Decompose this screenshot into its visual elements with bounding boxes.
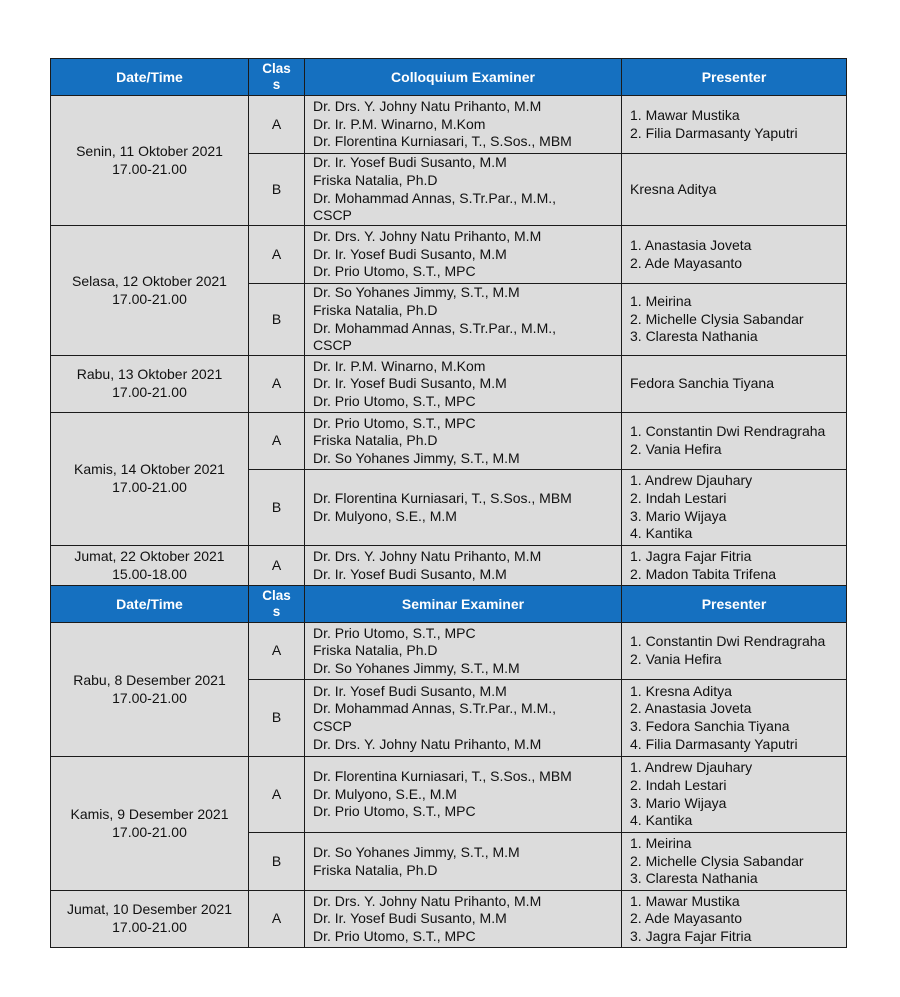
examiner-name: Dr. Mohammad Annas, S.Tr.Par., M.M., CSCP [313,319,557,354]
class-cell: A [249,891,305,948]
examiner-name: Dr. Prio Utomo, S.T., MPC [313,803,476,820]
examiner-name: Dr. Prio Utomo, S.T., MPC [313,392,476,409]
examiner-name: Friska Natalia, Ph.D [313,861,438,878]
time-label: 17.00-21.00 [112,919,187,935]
presenter-name: 3. Claresta Nathania [630,328,758,345]
examiner-cell [305,284,622,356]
presenter-name: 2. Indah Lestari [630,776,727,793]
date-label: Jumat, 10 Desember 2021 [67,901,232,918]
colloquium-header-row [51,59,847,96]
class-cell: B [249,680,305,757]
examiner-name: Dr. Prio Utomo, S.T., MPC [313,414,476,431]
examiner-name: Friska Natalia, Ph.D [313,301,438,318]
presenter-name: 2. Filia Darmasanty Yaputri [630,124,798,141]
table-row [51,96,847,154]
time-label: 17.00-21.00 [112,689,187,706]
examiner-name: Dr. So Yohanes Jimmy, S.T., M.M [313,449,520,466]
table-row [51,546,847,586]
examiner-name: Dr. So Yohanes Jimmy, S.T., M.M [313,659,520,676]
presenter-name: 1. Meirina [630,835,692,852]
examiner-name: Dr. Florentina Kurniasari, T., S.Sos., MBM [313,133,572,150]
class-cell: B [249,154,305,226]
class-cell: B [249,470,305,546]
header-presenter: Presenter [622,59,847,96]
presenter-name: 3. Mario Wijaya [630,794,727,811]
examiner-cell [305,623,622,680]
date-cell [51,96,249,226]
presenter-cell [622,833,847,891]
examiner-name: Dr. Ir. Yosef Budi Susanto, M.M [313,154,507,171]
presenter-cell [622,757,847,833]
header-date: Date/Time [51,586,249,623]
examiner-name: Dr. Drs. Y. Johny Natu Prihanto, M.M [313,228,542,245]
presenter-name: 1. Mawar Mustika [630,106,740,123]
examiner-cell [305,154,622,226]
class-cell: B [249,284,305,356]
examiner-name: Dr. Ir. Yosef Budi Susanto, M.M [313,375,507,392]
presenter-name: 1. Kresna Aditya [630,682,732,699]
presenter-name: 2. Madon Tabita Trifena [630,565,777,582]
table-row [51,757,847,833]
class-cell: A [249,546,305,586]
time-label: 15.00-18.00 [112,565,187,582]
examiner-cell [305,356,622,413]
examiner-name: Dr. Drs. Y. Johny Natu Prihanto, M.M [313,98,542,115]
presenter-name: 1. Jagra Fajar Fitria [630,547,752,564]
examiner-name: Friska Natalia, Ph.D [313,642,438,659]
examiner-name: Dr. Prio Utomo, S.T., MPC [313,927,476,944]
presenter-cell [622,680,847,757]
date-cell [51,226,249,356]
presenter-name: 1. Anastasia Joveta [630,236,752,253]
table-row [51,413,847,470]
presenter-cell [622,356,847,413]
examiner-cell [305,891,622,948]
header-class: Clas s [249,586,305,623]
examiner-name: Dr. So Yohanes Jimmy, S.T., M.M [313,843,520,860]
presenter-cell [622,226,847,284]
time-label: 17.00-21.00 [112,823,187,840]
presenter-name: 2. Vania Hefira [630,651,722,667]
date-label: Selasa, 12 Oktober 2021 [72,272,227,289]
examiner-cell [305,757,622,833]
presenter-name: 1. Mawar Mustika [630,892,740,909]
presenter-cell [622,623,847,680]
examiner-name: Dr. Mohammad Annas, S.Tr.Par., M.M., CSCP [313,700,557,734]
presenter-name: 1. Constantin Dwi Rendragraha [630,423,826,440]
date-cell [51,546,249,586]
examiner-name: Dr. Drs. Y. Johny Natu Prihanto, M.M [313,892,542,909]
presenter-name: 2. Michelle Clysia Sabandar [630,852,804,869]
date-label: Kamis, 14 Oktober 2021 [74,461,225,478]
header-colloquium-examiner: Colloquium Examiner [305,59,622,96]
presenter-name: 3. Jagra Fajar Fitria [630,927,752,944]
examiner-name: Dr. Mohammad Annas, S.Tr.Par., M.M., CSCP [313,189,557,224]
class-cell: A [249,623,305,680]
examiner-name: Dr. Florentina Kurniasari, T., S.Sos., MBM [313,768,572,785]
class-cell: A [249,413,305,470]
header-date: Date/Time [51,59,249,96]
examiner-name: Dr. Ir. P.M. Winarno, M.Kom [313,115,486,132]
examiner-name: Dr. Prio Utomo, S.T., MPC [313,263,476,280]
presenter-name: 2. Ade Mayasanto [630,910,743,927]
presenter-name: 1. Meirina [630,293,692,310]
schedule-body [51,59,847,948]
examiner-cell [305,833,622,891]
presenter-name: 2. Michelle Clysia Sabandar [630,310,804,327]
time-label: 17.00-21.00 [112,384,187,400]
seminar-header-row [51,586,847,623]
table-row [51,891,847,948]
presenter-cell [622,284,847,356]
date-cell [51,891,249,948]
date-label: Rabu, 13 Oktober 2021 [76,366,223,383]
examiner-cell [305,680,622,757]
examiner-name: Dr. Ir. Yosef Budi Susanto, M.M [313,565,507,582]
time-label: 17.00-21.00 [112,290,187,307]
class-cell: A [249,356,305,413]
examiner-name: Dr. Mulyono, S.E., M.M [313,785,457,802]
presenter-cell [622,154,847,226]
date-cell [51,757,249,891]
class-cell: A [249,96,305,154]
presenter-name: 2. Ade Mayasanto [630,254,743,271]
presenter-name: 4. Kantika [630,812,693,829]
examiner-cell [305,96,622,154]
presenter-name: 1. Andrew Djauhary [630,472,753,489]
date-label: Senin, 11 Oktober 2021 [76,142,223,159]
examiner-name: Dr. Ir. P.M. Winarno, M.Kom [313,357,486,374]
time-label: 17.00-21.00 [112,160,187,177]
presenter-cell [622,546,847,586]
date-label: Jumat, 22 Oktober 2021 [74,547,225,564]
header-class: Clas s [249,59,305,96]
header-seminar-examiner: Seminar Examiner [305,586,622,623]
schedule-table [50,58,847,948]
examiner-name: Dr. Ir. Yosef Budi Susanto, M.M [313,245,507,262]
time-label: 17.00-21.00 [112,479,187,495]
presenter-cell [622,96,847,154]
examiner-name: Dr. Drs. Y. Johny Natu Prihanto, M.M [313,735,542,752]
presenter-name: 2. Vania Hefira [630,441,722,457]
presenter-name: 3. Fedora Sanchia Tiyana [630,718,790,734]
date-cell [51,413,249,546]
presenter-name: 2. Anastasia Joveta [630,700,752,717]
examiner-name: Dr. So Yohanes Jimmy, S.T., M.M [313,284,520,301]
date-cell [51,356,249,413]
examiner-name: Dr. Ir. Yosef Budi Susanto, M.M [313,910,507,927]
examiner-cell [305,470,622,546]
presenter-name: Fedora Sanchia Tiyana [630,375,774,392]
examiner-cell [305,226,622,284]
examiner-name: Dr. Mulyono, S.E., M.M [313,507,457,524]
examiner-name: Dr. Florentina Kurniasari, T., S.Sos., MBM [313,489,572,506]
examiner-cell [305,546,622,586]
table-row [51,226,847,284]
examiner-name: Dr. Prio Utomo, S.T., MPC [313,624,476,641]
presenter-name: 1. Andrew Djauhary [630,759,753,776]
date-cell [51,623,249,757]
table-row [51,356,847,413]
presenter-name: 4. Filia Darmasanty Yaputri [630,735,798,752]
class-cell: A [249,226,305,284]
header-presenter: Presenter [622,586,847,623]
presenter-name: 3. Claresta Nathania [630,870,758,887]
date-label: Rabu, 8 Desember 2021 [73,671,226,688]
examiner-cell [305,413,622,470]
presenter-name: 3. Mario Wijaya [630,507,727,524]
examiner-name: Dr. Ir. Yosef Budi Susanto, M.M [313,682,507,699]
class-cell: B [249,833,305,891]
presenter-cell [622,470,847,546]
examiner-name: Friska Natalia, Ph.D [313,171,438,188]
presenter-name: 2. Indah Lestari [630,489,727,506]
presenter-cell [622,413,847,470]
presenter-name: 1. Constantin Dwi Rendragraha [630,633,826,650]
presenter-name: Kresna Aditya [630,180,717,197]
class-cell: A [249,757,305,833]
presenter-cell [622,891,847,948]
presenter-name: 4. Kantika [630,525,693,542]
table-row [51,623,847,680]
examiner-name: Dr. Drs. Y. Johny Natu Prihanto, M.M [313,547,542,564]
date-label: Kamis, 9 Desember 2021 [70,805,229,822]
examiner-name: Friska Natalia, Ph.D [313,432,438,449]
